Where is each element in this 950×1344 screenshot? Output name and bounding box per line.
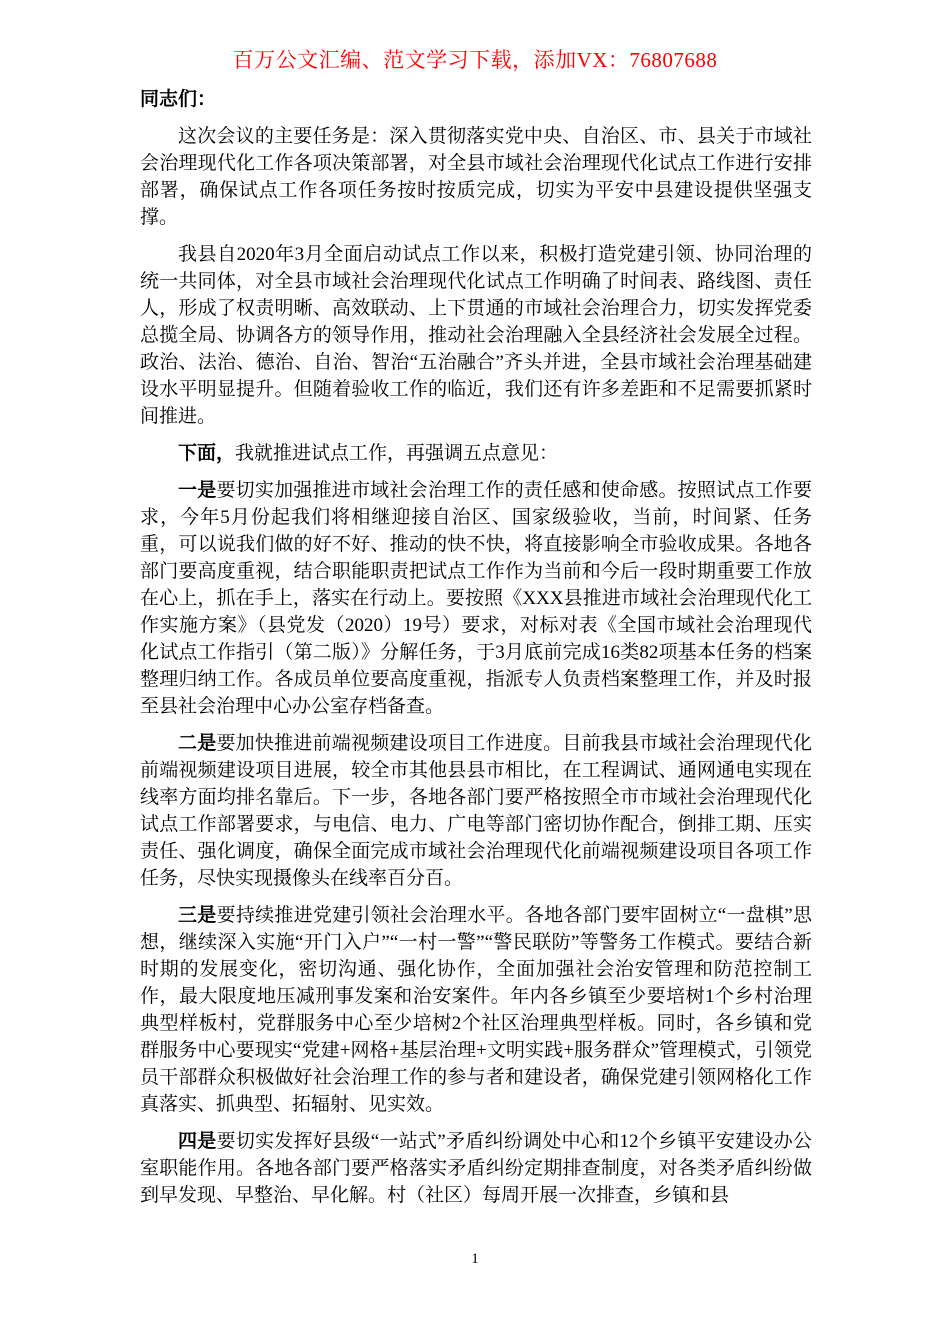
paragraph-5-text: 要加快推进前端视频建设项目工作进度。目前我县市域社会治理现代化前端视频建设项目进展，较全市其他县县市相比，在工程调试、通网通电实现在线率方面均排名靠后。下一步，各地各部门要严格按照全市市域社会治理现代化试点工作部署要求，与电信、电力、广电等部门密切协作配合，倒排工期、压实责任、强化调度，确保全面完成市域社会治理现代化前端视频建设项目各项工作任务，尽快实现摄像头在线率百分百。 [140,733,812,889]
paragraph-1-text: 这次会议的主要任务是：深入贯彻落实党中央、自治区、市、县关于市域社会治理现代化工作各项决策部署，对全县市域社会治理现代化试点工作进行安排部署，确保试点工作各项任务按时按质完成，切实为平安中县建设提供坚强支撑。 [140,126,812,228]
paragraph-2-text: 我县自2020年3月全面启动试点工作以来，积极打造党建引领、协同治理的统一共同体，对全县市域社会治理现代化试点工作明确了时间表、路线图、责任人，形成了权责明晰、高效联动、上下贯通的市域社会治理合力，切实发挥党委总揽全局、协调各方的领导作用，推动社会治理融入全县经济社会发展全过程。政治、法治、德治、自治、智治“五治融合”齐头并进，全县市域社会治理基础建设水平明显提升。但随着验收工作的临近，我们还有许多差距和不足需要抓紧时间推进。 [140,244,812,427]
paragraph-6-text: 要持续推进党建引领社会治理水平。各地各部门要牢固树立“一盘棋”思想，继续深入实施“开门入户”“一村一警”“警民联防”等警务工作模式。要结合新时期的发展变化，密切沟通、强化协作，全面加强社会治安管理和防范控制工作，最大限度地压减刑事发案和治安案件。年内各乡镇至少要培树1个乡村治理典型样板村，党群服务中心至少培树2个社区治理典型样板。同时，各乡镇和党群服务中心要现实“党建+网格+基层治理+文明实践+服务群众”管理模式，引领党员干部群众积极做好社会治理工作的参与者和建设者，确保党建引领网格化工作真落实、抓典型、拓辐射、见实效。 [140,905,812,1115]
paragraph-6-lead: 三是 [178,905,217,926]
salutation: 同志们： [140,89,217,110]
page-number: 1 [471,1251,479,1267]
document-body [140,86,812,1209]
promo-header-text: 百万公文汇编、范文学习下载，添加VX：76807688 [232,48,718,72]
paragraph-3-lead: 下面， [178,443,236,464]
paragraph-7-text: 要切实发挥好县级“一站式”矛盾纠纷调处中心和12个乡镇平安建设办公室职能作用。各地各部门要严格落实矛盾纠纷定期排查制度，对各类矛盾纠纷做到早发现、早整治、早化解。村（社区）每周开展一次排查，乡镇和县 [140,1131,812,1206]
paragraph-4-lead: 一是 [178,480,217,501]
paragraph-6 [140,902,812,1118]
paragraph-1 [140,123,812,231]
paragraph-2 [140,241,812,430]
paragraph-7-lead: 四是 [178,1131,217,1152]
paragraph-3 [140,440,812,467]
paragraph-4-text: 要切实加强推进市域社会治理工作的责任感和使命感。按照试点工作要求，今年5月份起我们将相继迎接自治区、国家级验收，当前，时间紧、任务重，可以说我们做的好不好、推动的快不快，将直接影响全市验收成果。各地各部门要高度重视，结合职能职责把试点工作作为当前和今后一段时期重要工作放在心上，抓在手上，落实在行动上。要按照《XXX县推进市域社会治理现代化工作实施方案》（县党发（2020）19号）要求，对标对表《全国市域社会治理现代化试点工作指引（第二版）》分解任务，于3月底前完成16类82项基本任务的档案整理归纳工作。各成员单位要高度重视，指派专人负责档案整理工作，并及时报至县社会治理中心办公室存档备查。 [140,480,812,717]
paragraph-4 [140,477,812,720]
paragraph-5-lead: 二是 [178,733,217,754]
paragraph-3-text: 我就推进试点工作，再强调五点意见： [235,443,559,464]
paragraph-7 [140,1128,812,1209]
paragraph-5 [140,730,812,892]
